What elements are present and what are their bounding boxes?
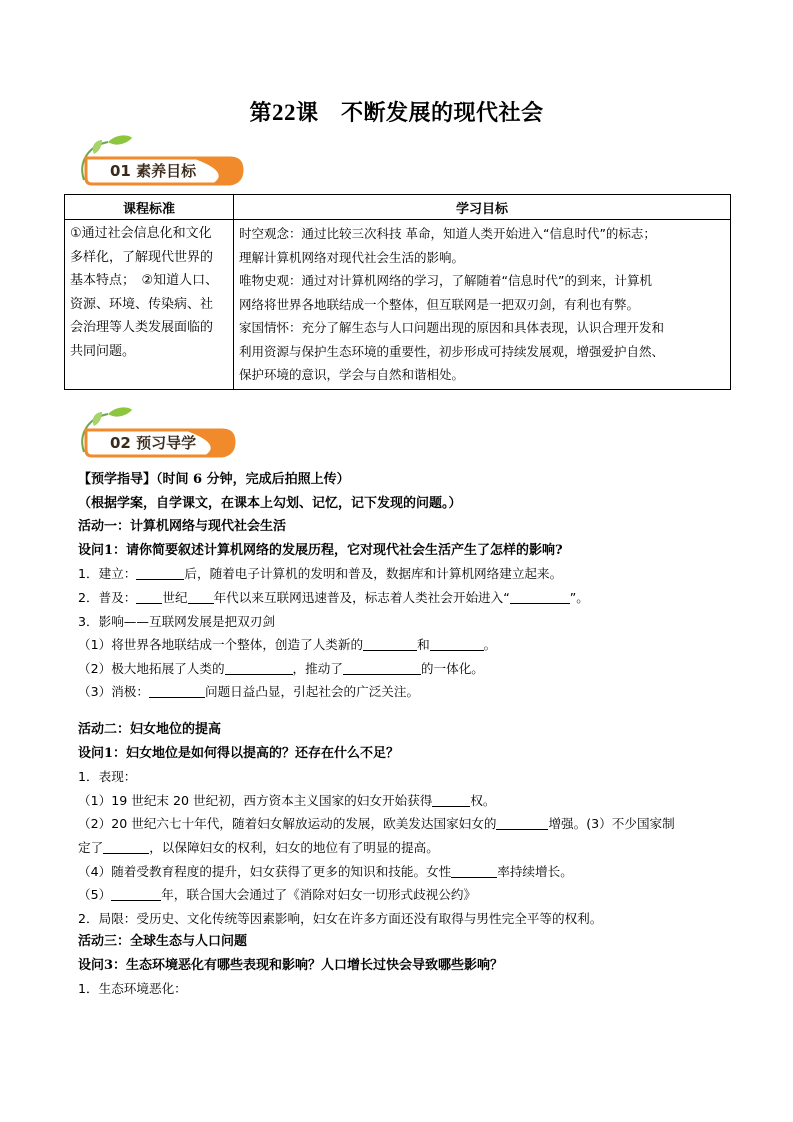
fill-blank[interactable] [451,863,497,878]
fill-blank[interactable] [149,683,205,698]
preview-content [78,468,723,1001]
section-badge-goals [72,132,252,194]
activity-3-question: 设问3：生态环境恶化有哪些表现和影响？人口增长过快会导致哪些影响？ [78,957,504,973]
list-item: 2．普及： 世纪 年代以来互联网迅速普及，标志着人类社会开始进入“ ”。 [78,589,589,605]
fill-blank[interactable] [111,886,161,901]
guide-note: （根据学案，自学课文，在课本上勾划、记忆，记下发现的问题。） [78,495,462,511]
fill-blank[interactable] [496,815,548,830]
activity-3-title: 活动三：全球生态与人口问题 [78,934,248,950]
col-header-objective: 学习目标 [234,195,731,220]
activity-1-title: 活动一：计算机网络与现代社会生活 [78,519,287,535]
list-item: （1）19 世纪末 20 世纪初，西方资本主义国家的妇女开始获得 权。 [78,792,496,808]
objective-cell: 时空观念：通过比较三次科技 革命，知道人类开始进入“信息时代”的标志； 理解计算机网络对现代社会生活的影响。 唯物史观：通过对计算机网络的学习，了解随着“信息时代”的到来，计算机 网络将世界各地联结成一个整体，但互联网是一把双刃剑，有利也有弊。 家国情怀：充分了解生态与人口问题出现的原因和具体表现，认识合理开发和 利用资源与保护生态环境的重要性，初步形成可持续发展观，增强爱护自然、 保护环境的意识，学会与自然和谐相处。 [234,220,731,390]
section-badge-preview [72,404,252,466]
list-item: （3）消极： 问题日益凸显，引起社会的广泛关注。 [78,684,420,700]
activity-2-title: 活动二：妇女地位的提高 [78,721,222,737]
list-item: 定了 ，以保障妇女的权利，妇女的地位有了明显的提高。 [78,839,439,855]
section-title-preview: 02 预习导学 [110,434,197,452]
standard-cell: ①通过社会信息化和文化 多样化，了解现代世界的 基本特点； ②知道人口、 资源、环境、传染病、社 会治理等人类发展面临的 共同问题。 [65,220,234,390]
list-item: （4）随着受教育程度的提升，妇女获得了更多的知识和技能。女性 率持续增长。 [78,863,573,879]
fill-blank[interactable] [188,589,214,604]
list-item: 1．表现： [78,769,137,785]
fill-blank[interactable] [510,589,570,604]
fill-blank[interactable] [430,636,484,651]
guide-line: 【预学指导】（时间 6 分钟，完成后拍照上传） [78,472,350,487]
list-item: 1．建立： 后，随着电子计算机的发明和普及，数据库和计算机网络建立起来。 [78,566,563,582]
page-title: 第22课 不断发展的现代社会 [249,100,544,126]
fill-blank[interactable] [432,792,470,807]
section-title-goals: 01 素养目标 [110,162,197,180]
fill-blank[interactable] [136,589,162,604]
list-item: （2）20 世纪六七十年代，随着妇女解放运动的发展，欧美发达国家妇女的 增强。(3）不少国家制 [78,816,675,832]
fill-blank[interactable] [225,660,293,675]
list-item: （2）极大地拓展了人类的 ，推动了 的一体化。 [78,660,484,676]
list-item: （5） 年，联合国大会通过了《消除对妇女一切形式歧视公约》 [78,887,477,903]
list-item: 1．生态环境恶化： [78,981,187,997]
list-item: （1）将世界各地联结成一个整体，创造了人类新的 和 。 [78,637,497,653]
activity-2-question: 设问1：妇女地位是如何得以提高的？还存在什么不足？ [78,745,400,761]
list-item: 3．影响——互联网发展是把双刃剑 [78,613,275,629]
fill-blank[interactable] [103,839,149,854]
activity-1-question: 设问1：请你简要叙述计算机网络的发展历程，它对现代社会生活产生了怎样的影响? [78,542,563,558]
goals-table [64,194,731,390]
fill-blank[interactable] [136,565,184,580]
fill-blank[interactable] [343,660,421,675]
fill-blank[interactable] [363,636,417,651]
list-item: 2．局限：受历史、文化传统等因素影响，妇女在许多方面还没有取得与男性完全平等的权利。 [78,910,603,926]
col-header-standard: 课程标准 [65,195,234,220]
